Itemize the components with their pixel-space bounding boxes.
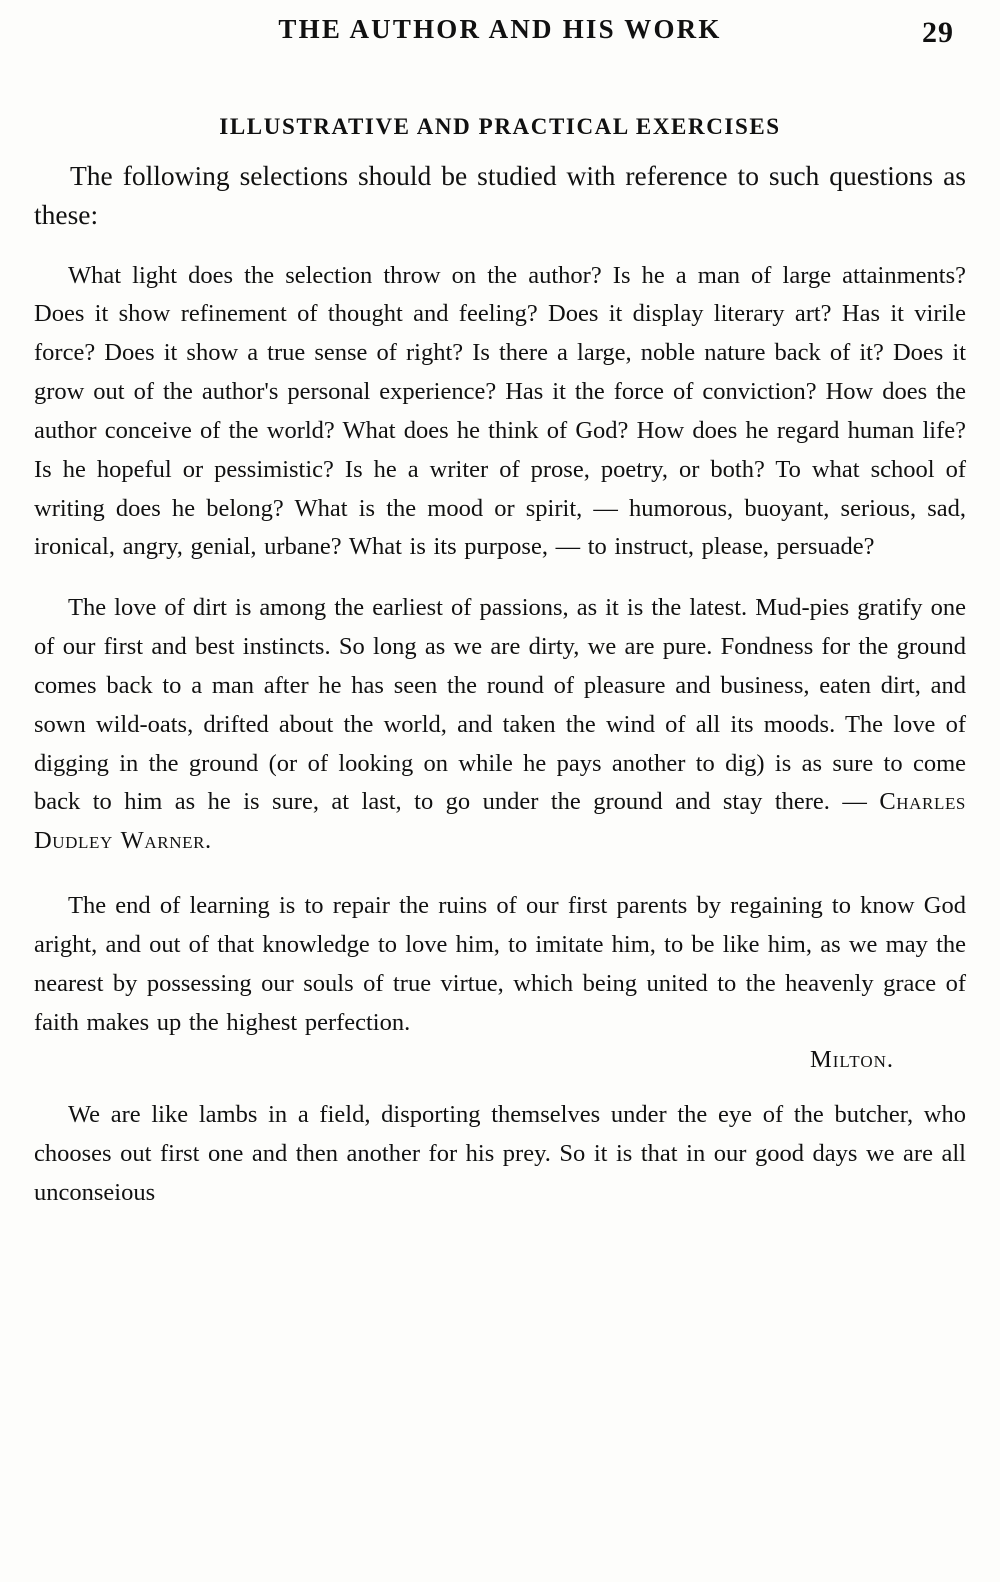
lead-paragraph bbox=[34, 156, 966, 235]
inline-attribution-warner: Charles Dudley Warner. bbox=[34, 788, 966, 855]
running-head bbox=[28, 14, 972, 66]
paragraph-milton bbox=[34, 887, 966, 1042]
paragraph-warner-text: The love of dirt is among the earliest of passions, as it is the latest. Mud-pies gratify one of our first and best instincts. So long as we are dirty, we are pure. Fondness for the ground comes back to a man after he has seen the round of pleasure and business, eaten dirt, and sown wild-oats, drifted about the world, and taken the wind of all its moods. The love of digging in the ground (or of looking on while he pays another to dig) is as sure to come back to him as he is sure, at last, to go under the ground and stay there. — bbox=[34, 594, 966, 816]
page-content bbox=[28, 14, 972, 1213]
paragraph-warner bbox=[34, 589, 966, 861]
page-number: 29 bbox=[922, 16, 954, 49]
paragraph-milton-text: The end of learning is to repair the ruins of our first parents by regaining to know God aright, and out of that knowledge to love him, to imitate him, to be like him, as we may the nearest by possessing our souls of true virtue, which being united to the heavenly grace of faith makes up the highest perfection. bbox=[34, 892, 966, 1036]
paragraph-questions-text: What light does the selection throw on the author? Is he a man of large attainments? Does it show refinement of thought and feeling? Does it display literary art? Has it virile force? Does it show a true sense of right? Is there a large, noble nature back of it? Does it grow out of the author's personal experience? Has it the force of conviction? How does the author conceive of the world? What does he think of God? How does he regard human life? Is he hopeful or pessimistic? Is he a writer of prose, poetry, or both? To what school of writing does he belong? What is the mood or spirit, — humorous, buoyant, serious, sad, ironical, angry, genial, urbane? What is its purpose, — to instruct, please, persuade? bbox=[34, 261, 966, 561]
paragraph-questions bbox=[34, 257, 966, 568]
paragraph-lambs bbox=[34, 1096, 966, 1212]
paragraph-lambs-text: We are like lambs in a field, disporting themselves under the eye of the butcher, who chooses out first one and then another for his prey. So it is that in our good days we are all unconseious bbox=[34, 1101, 966, 1207]
running-head-title: THE AUTHOR AND HIS WORK bbox=[278, 14, 722, 44]
lead-paragraph-text: The following selections should be studied with reference to such questions as these: bbox=[34, 160, 966, 231]
section-heading: ILLUSTRATIVE AND PRACTICAL EXERCISES bbox=[219, 114, 781, 139]
attribution-milton: Milton. bbox=[809, 1046, 894, 1074]
